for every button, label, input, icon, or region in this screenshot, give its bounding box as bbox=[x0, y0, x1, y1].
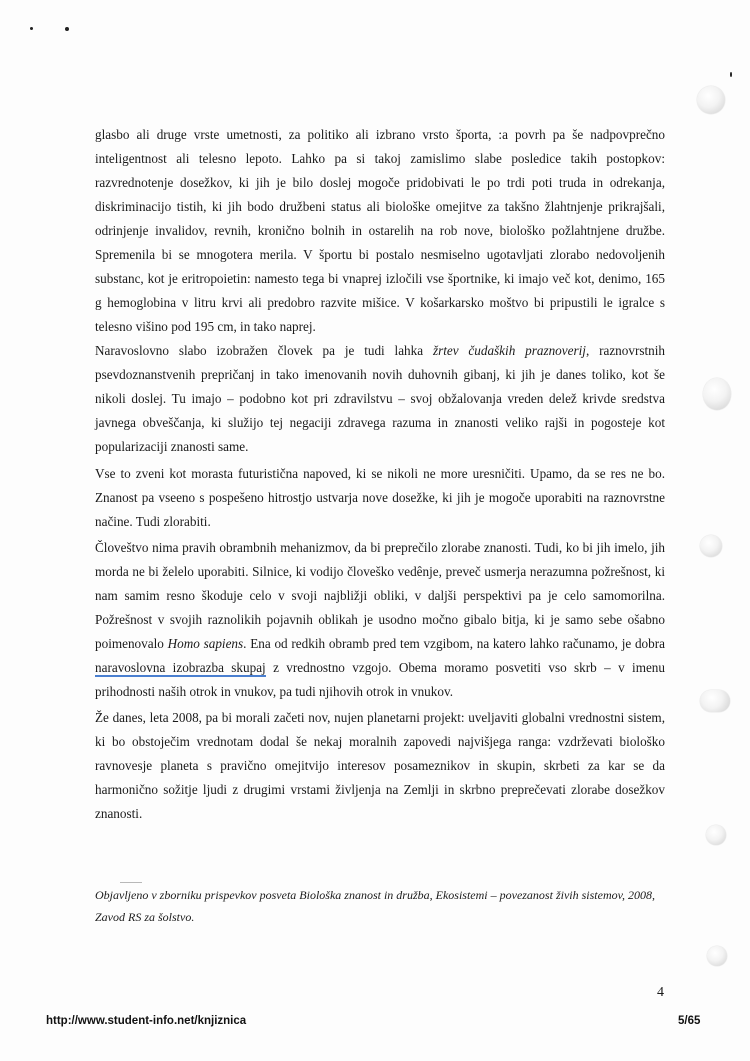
italic-phrase: Homo sapiens bbox=[167, 636, 244, 651]
paragraph-text: Že danes, leta 2008, pa bi morali začeti nov, nujen planetarni projekt: uveljaviti globalni vrednostni sistem, ki bo obstoječim vrednotam dodal še nekaj moralnih zapovedi najvišjega ranga: vzdrževati biološko ravnovesje planeta s pravično omejitvijo interesov posameznikov in skupin, skrbeti za kar se da harmonično sožitje ljudi z drugimi vrstami življenja na Zemlji in skrbno preprečevati zlorabe dosežkov znanosti. bbox=[95, 710, 665, 821]
punch-hole bbox=[700, 535, 722, 557]
paragraph-segment: Človeštvo nima pravih obrambnih mehanizmov, da bi preprečilo zlorabe znanosti. Tudi, ko bi jih imelo, jih morda ne bi želelo uporabiti. Silnice, ki vodijo človeško vedênje, preveč usmerja nerazumna požrešnost, ki nam samim resno škoduje celo v svoji najbližji obliki, v daljši perspektivi pa je celo samomorilna. Požrešnost v svojih raznolikih pojavnih oblikah je usodno močno gibalo bitja, ki je samo sebe ošabno poimenovalo bbox=[95, 540, 665, 651]
scan-speck bbox=[65, 27, 69, 31]
paragraph-text: Vse to zveni kot morasta futuristična napoved, ki se nikoli ne more uresničiti. Upamo, da se res ne bo. Znanost pa vseeno s pospešeno hitrostjo ustvarja nove dosežke, ki jih je mogoče uporabiti na raznovrstne načine. Tudi zlorabiti. bbox=[95, 466, 665, 529]
footnote bbox=[95, 884, 665, 928]
paragraph-text: glasbo ali druge vrste umetnosti, za politiko ali izbrano vrsto športa, :a povrh pa še nadpovprečno inteligentnost ali telesno lepoto. Lahko pa si takoj zamislimo slabe posledice takih postopkov: razvrednotenje dosežkov, ki jih je bilo doslej mogoče pridobivati le po trdi poti truda in odrekanja, diskriminacijo tistih, ki jih bodo družbeni status ali biološke omejitve za takšno žlahtnjenje prikrajšali, odrinjenje invalidov, revnih, kronično bolnih in ostarelih na rob nove, biološko požlahtnjene družbe. Spremenila bi se mnogotera merila. V športu bi postalo nesmiselno ugotavljati zlorabo nedovoljenih substanc, kot je eritropoietin: namesto tega bi vnaprej izločili vse športnike, ki imajo več kot, denimo, 165 g hemoglobina v litru krvi ali predobro razvite mišice. V košarkarsko moštvo bi pripustili le igralce s telesno višino pod 195 cm, in tako naprej. bbox=[95, 127, 665, 334]
scan-speck bbox=[730, 72, 732, 77]
scan-speck bbox=[30, 27, 33, 30]
punch-hole bbox=[706, 825, 726, 845]
paragraph-5 bbox=[95, 706, 665, 826]
paragraph-1 bbox=[95, 123, 665, 339]
punch-hole bbox=[700, 690, 730, 712]
paragraph-segment: . Ena od redkih obramb pred tem vzgibom, na katero lahko računamo, je dobra bbox=[243, 636, 665, 651]
paragraph-2 bbox=[95, 339, 665, 459]
paragraph-text bbox=[95, 339, 665, 459]
footnote-text: Objavljeno v zborniku prispevkov posveta Biološka znanost in družba, Ekosistemi – povezanost živih sistemov, 2008, Zavod RS za šolstvo. bbox=[95, 888, 656, 924]
punch-hole bbox=[703, 378, 731, 410]
underlined-phrase: naravoslovna izobrazba skupaj bbox=[95, 660, 266, 675]
paragraph-segment: z vrednostno vzgojo. Obema moramo posvetiti vso skrb – v imenu prihodnosti naših otrok in vnukov, pa tudi njihovih otrok in vnukov. bbox=[95, 660, 665, 699]
paragraph-segment: , raznovrstnih psevdoznanstvenih prepričanj in tako imenovanih novih duhovnih gibanj, ki jih je danes toliko, kot še nikoli doslej. Tu imajo – podobno kot pri zdravilstvu – svoj obžalovanja vreden delež krivde sredstva javnega obveščanja, ki služijo tej negaciji zdravega razuma in znanosti veliko rajši in pogosteje kot popularizaciji znanosti same. bbox=[95, 343, 665, 454]
footnote-separator bbox=[120, 882, 142, 883]
paragraph-segment: Naravoslovno slabo izobražen človek pa je tudi lahka bbox=[95, 343, 433, 358]
footer-page-count: 5/65 bbox=[678, 1015, 701, 1027]
paragraph-text bbox=[95, 536, 665, 704]
punch-hole bbox=[707, 946, 727, 966]
footer-url: http://www.student-info.net/knjiznica bbox=[46, 1015, 247, 1027]
paragraph-4 bbox=[95, 536, 665, 704]
italic-phrase: žrtev čudaških praznoverij bbox=[432, 343, 586, 358]
paragraph-3 bbox=[95, 462, 665, 534]
punch-hole bbox=[697, 86, 725, 114]
page-number: 4 bbox=[657, 985, 664, 1000]
